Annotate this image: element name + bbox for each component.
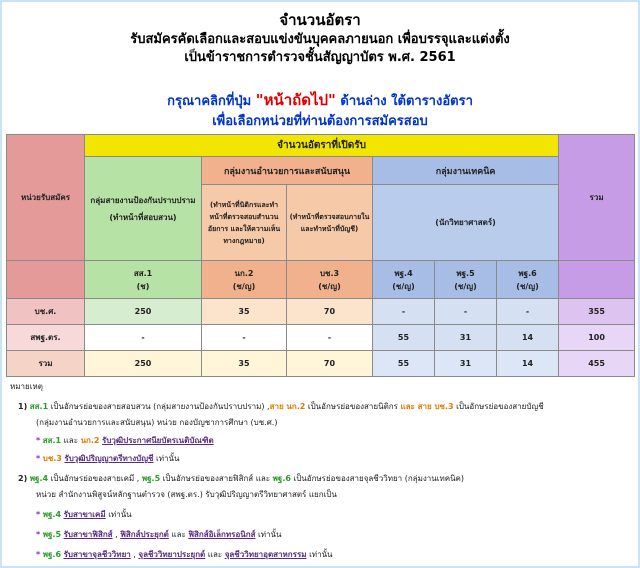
note-2-text-2: เป็นอักษรย่อของสายฟิสิกส์ และ [160, 474, 273, 483]
code: พฐ.4 [394, 268, 413, 278]
code-sub: (ช/ญ) [392, 281, 415, 291]
cell: - [287, 325, 373, 351]
row-unit: สพฐ.ตร. [7, 325, 85, 351]
degree-link-applied-physics[interactable]: ฟิสิกส์ประยุกต์ [120, 530, 169, 539]
code-ss1: สส.1 [29, 402, 49, 411]
notes-title: หมายเหตุ [10, 382, 43, 391]
note-1-line-2: (กลุ่มงานอำนวยการและสนับสนุน) หน่วย กองบัญชาการศึกษา (บช.ศ.) [36, 418, 278, 427]
only-text: เท่านั้น [255, 530, 282, 539]
group-a-sub: (ทำหน้าที่สอบสวน) [109, 212, 177, 222]
instruction-line-2: เพื่อเลือกหน่วยที่ท่านต้องการสมัครสอบ [212, 114, 428, 129]
code-cell [85, 261, 202, 299]
and-text: และ [168, 530, 189, 539]
note-1-text-2: เป็นอักษรย่อของสายนิติกร [305, 402, 401, 411]
row-total: 455 [559, 351, 635, 377]
degree-link-industrial-microbiology[interactable]: จุลชีววิทยาอุตสาหกรรม [224, 550, 307, 559]
code: สส.1 [133, 268, 153, 278]
code-sub: (ช/ญ) [454, 281, 477, 291]
cell: - [202, 325, 287, 351]
unit-header: หน่วยรับสมัคร [7, 135, 85, 261]
note-2-text-1: เป็นอักษรย่อของสายเคมี , [48, 474, 142, 483]
only-text: เท่านั้น [105, 510, 132, 519]
note-2-line-2: หน่วย สำนักงานพิสูจน์หลักฐานตำรวจ (สพฐ.ตร.) รับวุฒิปริญญาตรีวิทยาศาสตร์ แยกเป็น [36, 490, 337, 499]
code-sub: (ช/ญ) [232, 281, 256, 291]
group-b-sub-1: (ทำหน้าที่นิติกรและทำหน้าที่ตรวจสอบสำนวนอัยการ และให้ความเห็นทางกฎหมาย) [202, 185, 287, 261]
cell: 250 [85, 351, 202, 377]
code-cell [497, 261, 559, 299]
quota-table [6, 134, 635, 377]
cell: - [435, 299, 497, 325]
cell: 70 [287, 299, 373, 325]
cell: 55 [373, 351, 435, 377]
bullet-star-icon: * [36, 530, 41, 539]
cell: 35 [202, 351, 287, 377]
row-total: 355 [559, 299, 635, 325]
code-cell [435, 261, 497, 299]
instruction-post: ด้านล่าง ใต้ตารางอัตรา [335, 94, 473, 109]
code-pt5: พฐ.5 [42, 530, 62, 539]
degree-link-accounting[interactable]: รับวุฒิปริญญาตรีทางบัญชี [64, 454, 154, 463]
cell: 55 [373, 325, 435, 351]
only-text: เท่านั้น [306, 550, 333, 559]
group-a-title: กลุ่มสายงานป้องกันปราบปราม [90, 195, 196, 205]
instruction-line-1 [2, 88, 638, 112]
note-1-num: 1) [18, 402, 28, 411]
note-1-sub-2 [36, 452, 179, 465]
degree-link-chemistry[interactable]: รับสาขาเคมี [63, 510, 106, 519]
code-cell [287, 261, 373, 299]
cell: 14 [497, 351, 559, 377]
code-cell [202, 261, 287, 299]
note-2-sub-3: * พฐ.6 รับสาขาจุลชีววิทยา , จุลชีววิทยาประยุกต์ และ จุลชีววิทยาอุตสาหกรรม เท่านั้น [36, 550, 333, 559]
table-row [7, 325, 635, 351]
note-1-text-1: เป็นอักษรย่อของสายสอบสวน (กลุ่มสายงานป้องกันปราบปราม) , [48, 402, 270, 411]
total-header-spacer [559, 261, 635, 299]
title-line-2: รับสมัครคัดเลือกและสอบแข่งขันบุคคลภายนอก เพื่อบรรจุและแต่งตั้ง [130, 32, 510, 47]
code-nk2: นก.2 [80, 436, 100, 445]
bullet-star-icon: * [36, 510, 41, 519]
code-pt4: พฐ.4 [29, 474, 49, 483]
code-pt6: พฐ.6 [42, 550, 62, 559]
note-1-line-1 [18, 400, 544, 413]
note-2-line-1 [18, 472, 464, 485]
and-text: และ [61, 436, 81, 445]
group-a-header [85, 157, 202, 261]
degree-link-applied-microbiology[interactable]: จุลชีววิทยาประยุกต์ [138, 550, 206, 559]
page [2, 2, 638, 566]
total-header: รวม [559, 135, 635, 261]
open-positions-header: จำนวนอัตราที่เปิดรับ [85, 135, 559, 157]
code-sub: (ช/ญ) [318, 281, 341, 291]
code-nk2: สาย นก.2 [269, 402, 306, 411]
code-ss1: สส.1 [42, 436, 62, 445]
only-text: เท่านั้น [153, 454, 180, 463]
code: บช.3 [319, 268, 340, 278]
instruction-pre: กรุณาคลิกที่ปุ่ม [167, 94, 256, 109]
row-unit: บช.ศ. [7, 299, 85, 325]
code-pt5: พฐ.5 [141, 474, 161, 483]
code: พฐ.5 [456, 268, 475, 278]
note-2-sub-2: * พฐ.5 รับสาขาฟิสิกส์ , ฟิสิกส์ประยุกต์ และ ฟิสิกส์อิเล็กทรอนิกส์ เท่านั้น [36, 530, 282, 539]
code-pt4: พฐ.4 [42, 510, 62, 519]
code: นก.2 [234, 268, 254, 278]
note-2-num: 2) [18, 474, 28, 483]
degree-link-electronic-physics[interactable]: ฟิสิกส์อิเล็กทรอนิกส์ [188, 530, 256, 539]
title-line-3: เป็นข้าราชการตำรวจชั้นสัญญาบัตร พ.ศ. 2561 [184, 50, 456, 65]
and-text: และ [205, 550, 225, 559]
code-pt6: พฐ.6 [272, 474, 291, 483]
note-2-text-3: เป็นอักษรย่อของสายจุลชีววิทยา (กลุ่มงานเทคนิค) [290, 474, 465, 483]
code-bc3: บช.3 [42, 454, 62, 463]
group-c-title: กลุ่มงานเทคนิค [373, 157, 559, 185]
next-page-button-text: "หน้าถัดไป" [255, 91, 336, 109]
cell: - [85, 325, 202, 351]
note-2-sub-1 [36, 508, 132, 521]
unit-header-spacer [7, 261, 85, 299]
note-1-text-3: เป็นอักษรย่อของสายบัญชี [453, 402, 544, 411]
page-title: จำนวนอัตรา [279, 11, 361, 29]
code-sub: (ช/ญ) [516, 281, 539, 291]
note-1-sub-1 [36, 434, 214, 447]
row-unit: รวม [7, 351, 85, 377]
degree-link-law[interactable]: รับวุฒิประกาศนียบัตรเนติบัณฑิต [102, 436, 214, 445]
cell: 31 [435, 325, 497, 351]
bullet-star-icon: * [36, 550, 41, 559]
code: พฐ.6 [518, 268, 537, 278]
cell: - [497, 299, 559, 325]
bullet-star-icon: * [36, 454, 41, 463]
degree-link-microbiology[interactable]: รับสาขาจุลชีววิทยา [63, 550, 131, 559]
group-b-title: กลุ่มงานอำนวยการและสนับสนุน [202, 157, 373, 185]
row-total: 100 [559, 325, 635, 351]
cell: - [373, 299, 435, 325]
cell: 31 [435, 351, 497, 377]
cell: 70 [287, 351, 373, 377]
group-c-sub: (นักวิทยาศาสตร์) [373, 185, 559, 261]
cell: 250 [85, 299, 202, 325]
cell: 14 [497, 325, 559, 351]
group-b-sub-2: (ทำหน้าที่ตรวจสอบภายในและทำหน้าที่บัญชี) [287, 185, 373, 261]
cell: 35 [202, 299, 287, 325]
table-row [7, 351, 635, 377]
table-row [7, 299, 635, 325]
bullet-star-icon: * [36, 436, 41, 445]
code-sub: (ช) [136, 281, 150, 291]
code-cell [373, 261, 435, 299]
degree-link-physics[interactable]: รับสาขาฟิสิกส์ [63, 530, 113, 539]
code-bc3: และ สาย บช.3 [400, 402, 454, 411]
